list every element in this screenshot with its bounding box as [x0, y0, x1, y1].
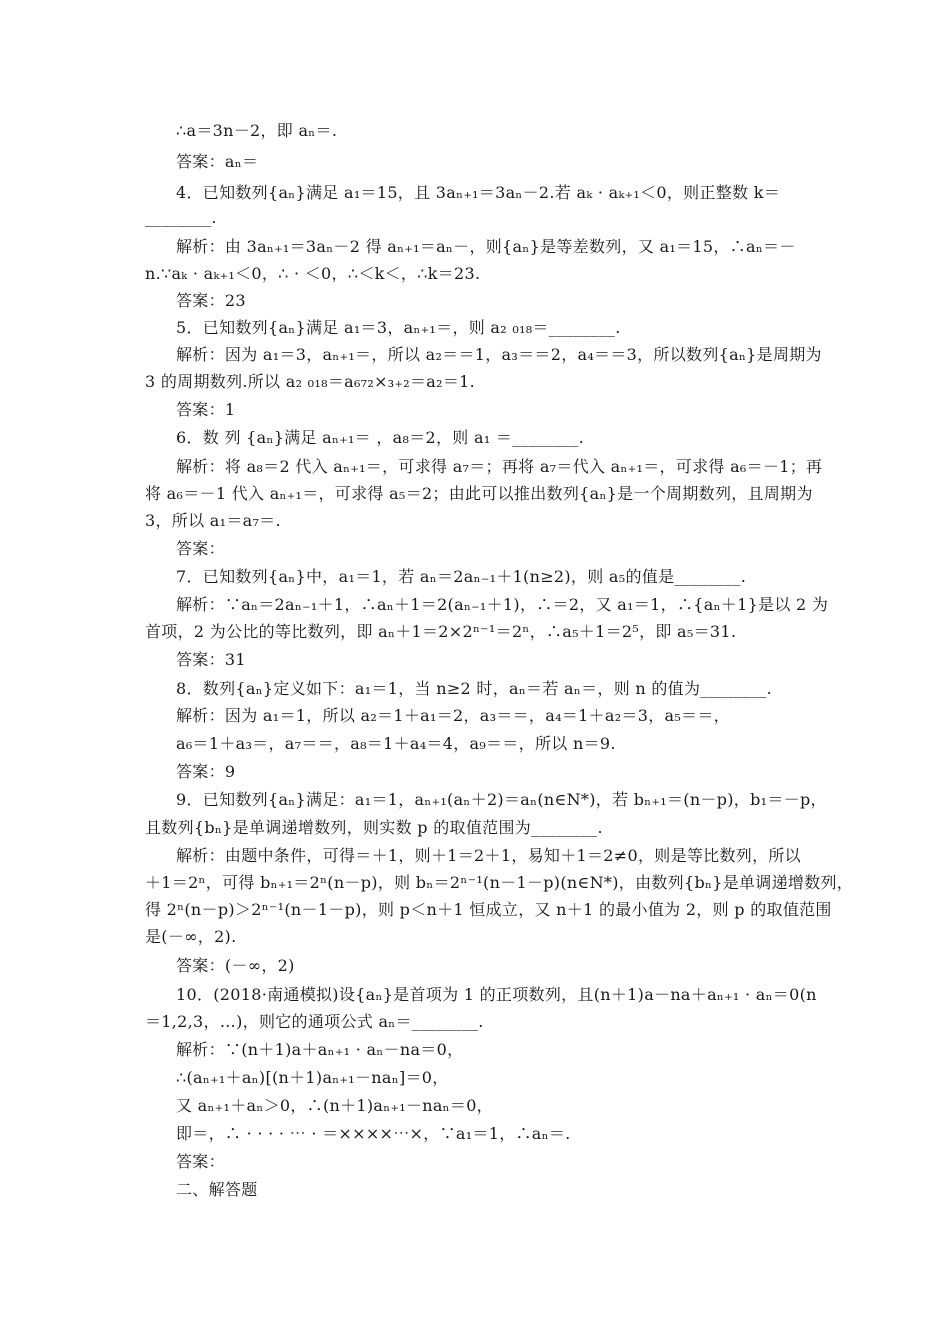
- text-line: 答案：: [176, 1152, 225, 1171]
- text-line: 解析：由题中条件，可得＝＋1，则＋1＝2＋1，易知＋1＝2≠0，则是等比数列，所以: [176, 846, 801, 865]
- text-line: 解析：∵(n＋1)a＋aₙ₊₁ · aₙ－na＝0，: [176, 1040, 464, 1059]
- section-heading: 二、解答题: [176, 1180, 258, 1199]
- text-line: 答案：(－∞，2): [176, 956, 295, 975]
- text-line: 答案：: [176, 539, 225, 558]
- text-line: 答案：9: [176, 762, 236, 781]
- text-line: 4．已知数列{aₙ}满足 a₁＝15，且 3aₙ₊₁＝3aₙ－2.若 aₖ · aₖ₊₁＜0，则正整数 k＝: [176, 183, 781, 202]
- text-line: ________.: [145, 208, 217, 227]
- text-line: 得 2ⁿ(n－p)＞2ⁿ⁻¹(n－1－p)，则 p＜n＋1 恒成立，又 n＋1 的最小值为 2，则 p 的取值范围: [145, 900, 832, 919]
- text-line: ∴a＝3n－2，即 aₙ＝.: [176, 121, 338, 140]
- text-line: 8．数列{aₙ}定义如下：a₁＝1，当 n≥2 时，aₙ＝若 aₙ＝，则 n 的值为________.: [176, 679, 773, 698]
- text-line: 答案：1: [176, 400, 236, 419]
- text-line: 答案：aₙ＝: [176, 152, 259, 171]
- text-line: 解析：因为 a₁＝1，所以 a₂＝1＋a₁＝2，a₃＝＝，a₄＝1＋a₂＝3，a₅＝＝，: [176, 706, 730, 725]
- text-line: 答案：31: [176, 650, 246, 669]
- text-line: 解析：由 3aₙ₊₁＝3aₙ－2 得 aₙ₊₁＝aₙ－，则{aₙ}是等差数列，又 a₁＝15，∴aₙ＝－: [176, 237, 796, 256]
- text-line: 首项，2 为公比的等比数列，即 aₙ＋1＝2×2ⁿ⁻¹＝2ⁿ，∴a₅＋1＝2⁵，即 a₅＝31.: [145, 622, 737, 641]
- text-line: ＝1,2,3，…)，则它的通项公式 aₙ＝________.: [145, 1012, 484, 1031]
- text-line: 6．数 列 {aₙ}满足 aₙ₊₁＝ ，a₈＝2，则 a₁ ＝________.: [176, 428, 585, 447]
- text-line: 解析：因为 a₁＝3，aₙ₊₁＝，所以 a₂＝＝1，a₃＝＝2，a₄＝＝3，所以数列{aₙ}是周期为: [176, 345, 822, 364]
- text-line: a₆＝1＋a₃＝，a₇＝＝，a₈＝1＋a₄＝4，a₉＝＝，所以 n＝9.: [176, 734, 616, 753]
- text-line: 解析：将 a₈＝2 代入 aₙ₊₁＝，可求得 a₇＝；再将 a₇＝代入 aₙ₊₁＝，可求得 a₆＝－1；再: [176, 457, 823, 476]
- text-line: 10．(2018·南通模拟)设{aₙ}是首项为 1 的正项数列，且(n＋1)a－na＋aₙ₊₁ · aₙ＝0(n: [176, 985, 817, 1004]
- text-line: 又 aₙ₊₁＋aₙ＞0，∴(n＋1)aₙ₊₁－naₙ＝0，: [176, 1096, 493, 1115]
- text-line: 解析：∵aₙ＝2aₙ₋₁＋1，∴aₙ＋1＝2(aₙ₋₁＋1)，∴＝2，又 a₁＝1，∴{aₙ＋1}是以 2 为: [176, 595, 829, 614]
- text-line: 是(－∞，2).: [145, 927, 237, 946]
- text-line: 7．已知数列{aₙ}中，a₁＝1，若 aₙ＝2aₙ₋₁＋1(n≥2)，则 a₅的值是________.: [176, 567, 747, 586]
- text-line: 即＝，∴ · · · · ⋯ · ＝××××⋯×，∵a₁＝1，∴aₙ＝.: [176, 1124, 571, 1143]
- text-line: ＋1＝2ⁿ，可得 bₙ₊₁＝2ⁿ(n－p)，则 bₙ＝2ⁿ⁻¹(n－1－p)(n∈N*)，由数列{bₙ}是单调递增数列，: [145, 873, 854, 892]
- text-line: 9．已知数列{aₙ}满足：a₁＝1，aₙ₊₁(aₙ＋2)＝aₙ(n∈N*)，若 bₙ₊₁＝(n－p)，b₁＝－p，: [176, 790, 827, 809]
- text-line: 5．已知数列{aₙ}满足 a₁＝3，aₙ₊₁＝，则 a₂ ₀₁₈＝________.: [176, 318, 621, 337]
- text-line: ∴(aₙ₊₁＋aₙ)[(n＋1)aₙ₊₁－naₙ]＝0，: [176, 1068, 449, 1087]
- text-line: n.∵aₖ · aₖ₊₁＜0，∴ · ＜0，∴＜k＜，∴k＝23.: [145, 264, 481, 283]
- text-line: 答案：23: [176, 291, 246, 310]
- text-line: 3，所以 a₁＝a₇＝.: [145, 511, 281, 530]
- text-line: 3 的周期数列.所以 a₂ ₀₁₈＝a₆₇₂×₃₊₂＝a₂＝1.: [145, 372, 475, 391]
- text-line: 且数列{bₙ}是单调递增数列，则实数 p 的取值范围为________.: [145, 818, 603, 837]
- text-line: 将 a₆＝－1 代入 aₙ₊₁＝，可求得 a₅＝2；由此可以推出数列{aₙ}是一个周期数列，且周期为: [145, 484, 813, 503]
